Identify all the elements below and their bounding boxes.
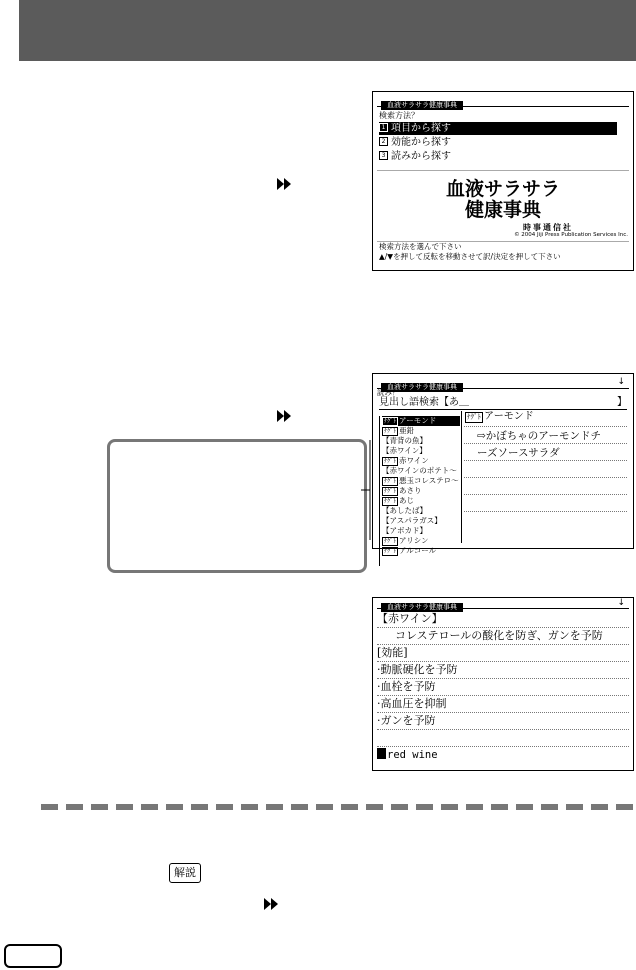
forward-arrow-icon bbox=[264, 898, 280, 910]
list-item[interactable] bbox=[382, 516, 460, 526]
copyright: © 2004 Jiji Press Publication Services Inc. bbox=[514, 232, 628, 238]
dash-segment bbox=[391, 804, 408, 810]
list-item[interactable] bbox=[382, 426, 460, 436]
dash-segment bbox=[466, 804, 483, 810]
ruled-line bbox=[464, 477, 627, 478]
entry-section: [効能] bbox=[377, 646, 408, 659]
dash-segment bbox=[291, 804, 308, 810]
header-bar bbox=[19, 0, 636, 61]
list-item[interactable] bbox=[382, 546, 460, 556]
hint-line-2: ▲/▼を押して反転を移動させて訳/決定を押して下さい bbox=[379, 252, 561, 261]
list-tag: ﾅｸﾞﾄ bbox=[384, 458, 397, 465]
list-label: あさり bbox=[399, 486, 422, 495]
dash-segment bbox=[366, 804, 383, 810]
screen-reading-search bbox=[372, 373, 634, 555]
forward-arrow-icon bbox=[277, 178, 293, 190]
list-item[interactable] bbox=[382, 446, 460, 456]
scroll-down-icon: ↓ bbox=[617, 377, 625, 387]
list-tag: ﾅｸﾞﾄ bbox=[384, 538, 397, 545]
dash-segment bbox=[241, 804, 258, 810]
menu-key-box: 3 bbox=[379, 151, 388, 160]
dictionary-title-tab: 血液サラサラ健康事典 bbox=[381, 603, 463, 612]
entry-effect: ·動脈硬化を予防 bbox=[377, 663, 458, 676]
dictionary-title-tab: 血液サラサラ健康事典 bbox=[381, 101, 463, 110]
list-item[interactable] bbox=[382, 536, 460, 546]
preview-title bbox=[465, 410, 534, 424]
list-item[interactable] bbox=[382, 486, 460, 496]
dash-segment bbox=[416, 804, 433, 810]
entry-effect: ·血栓を予防 bbox=[377, 680, 436, 693]
ruled-line bbox=[377, 678, 629, 679]
ruled-line bbox=[377, 695, 629, 696]
dash-segment bbox=[166, 804, 183, 810]
headword-list[interactable] bbox=[379, 416, 460, 566]
list-item[interactable] bbox=[382, 436, 460, 446]
menu-item-by-reading[interactable] bbox=[379, 150, 617, 163]
list-label: 【あしたば】 bbox=[382, 506, 427, 515]
menu-item-label: 項目から探す bbox=[391, 123, 451, 134]
ruled-line bbox=[377, 746, 629, 747]
list-label: 悪玉コレステロ〜 bbox=[399, 476, 459, 485]
dash-segment bbox=[191, 804, 208, 810]
list-label: アルコール bbox=[399, 546, 437, 555]
search-input-label: 見出し語検索【あ＿ bbox=[379, 397, 469, 408]
list-label: 赤ワイン bbox=[399, 456, 429, 465]
dash-segment bbox=[66, 804, 83, 810]
search-prompt: 検索方法？ bbox=[379, 111, 419, 120]
publisher: 時事通信社 bbox=[523, 223, 573, 232]
list-label: 【赤ワイン】 bbox=[382, 446, 427, 455]
list-label: 【アスパラガス】 bbox=[382, 516, 442, 525]
ruled-line bbox=[464, 494, 627, 495]
menu-item-by-effect[interactable] bbox=[379, 136, 617, 149]
kaisetsu-key: 解説 bbox=[169, 863, 201, 883]
dash-segment bbox=[116, 804, 133, 810]
dash-segment bbox=[266, 804, 283, 810]
bullet-square-icon bbox=[377, 748, 386, 759]
dictionary-title-tab: 血液サラサラ健康事典 bbox=[381, 383, 463, 392]
preview-line-1: ⇨かぼちゃのアーモンドチ bbox=[477, 430, 601, 442]
preview-tag: ﾅｸﾞﾄ bbox=[467, 413, 481, 421]
ruled-line bbox=[377, 644, 629, 645]
menu-item-label: 効能から探す bbox=[391, 137, 451, 148]
list-label: アリシン bbox=[399, 536, 429, 545]
list-tag: ﾅｸﾞﾄ bbox=[384, 498, 397, 505]
dash-segment bbox=[141, 804, 158, 810]
list-tag: ﾅｸﾞﾄ bbox=[384, 418, 397, 425]
list-tag: ﾅｸﾞﾄ bbox=[384, 548, 397, 555]
dash-segment bbox=[316, 804, 333, 810]
list-tag: ﾅｸﾞﾄ bbox=[384, 428, 397, 435]
forward-arrow-icon bbox=[277, 410, 293, 422]
list-label: 【アボカド】 bbox=[382, 526, 427, 535]
note-badge bbox=[4, 944, 62, 968]
list-item[interactable] bbox=[382, 416, 460, 426]
entry-headword: 【赤ワイン】 bbox=[377, 612, 443, 625]
ruled-line bbox=[464, 460, 627, 461]
dash-segment bbox=[91, 804, 108, 810]
dash-segment bbox=[41, 804, 58, 810]
list-tag: ﾅｸﾞﾄ bbox=[384, 478, 397, 485]
menu-key-box: 2 bbox=[379, 137, 388, 146]
list-label: あじ bbox=[399, 496, 415, 505]
logo-line-2: 健康事典 bbox=[464, 199, 541, 221]
screen-entry-detail bbox=[372, 597, 634, 771]
divider bbox=[377, 170, 629, 171]
entry-summary: コレステロールの酸化を防ぎ、ガンを予防 bbox=[395, 629, 603, 642]
list-item[interactable] bbox=[382, 526, 460, 536]
preview-line-2: ーズソースサラダ bbox=[477, 447, 560, 459]
entry-effect: ·高血圧を抑制 bbox=[377, 697, 447, 710]
dash-segment bbox=[566, 804, 583, 810]
logo-line-1: 血液サラサラ bbox=[445, 178, 560, 200]
list-label: アーモンド bbox=[399, 416, 437, 425]
ruled-line bbox=[377, 729, 629, 730]
hint-line-1: 検索方法を選んで下さい bbox=[379, 242, 462, 251]
search-input[interactable] bbox=[379, 396, 469, 409]
callout-box bbox=[107, 439, 367, 573]
reading-prompt: 読み？ bbox=[377, 388, 400, 397]
dash-segment bbox=[441, 804, 458, 810]
dash-segment bbox=[616, 804, 633, 810]
menu-key-box: 1 bbox=[379, 123, 388, 132]
menu-item-label: 読みから探す bbox=[391, 151, 451, 162]
dash-segment bbox=[491, 804, 508, 810]
dash-segment bbox=[591, 804, 608, 810]
dash-segment bbox=[341, 804, 358, 810]
pane-divider bbox=[461, 411, 462, 543]
search-input-close: 】 bbox=[617, 397, 627, 408]
entry-english bbox=[377, 747, 438, 763]
list-label: 亜鉛 bbox=[399, 426, 415, 435]
list-item[interactable] bbox=[382, 496, 460, 506]
list-label: 【青背の魚】 bbox=[382, 436, 427, 445]
list-label: 【赤ワインのポテト〜 bbox=[382, 466, 457, 475]
dashed-separator bbox=[41, 804, 635, 810]
preview-title-text: アーモンド bbox=[484, 411, 534, 422]
scroll-down-icon: ↓ bbox=[617, 598, 625, 608]
ruled-line bbox=[464, 426, 627, 427]
dash-segment bbox=[516, 804, 533, 810]
ruled-line bbox=[377, 627, 629, 628]
ruled-line bbox=[464, 511, 627, 512]
list-item[interactable] bbox=[382, 506, 460, 516]
ruled-line bbox=[377, 712, 629, 713]
menu-item-by-item[interactable] bbox=[379, 122, 617, 135]
list-item[interactable] bbox=[382, 456, 460, 466]
entry-english-text: red wine bbox=[387, 749, 438, 761]
entry-effect: ·ガンを予防 bbox=[377, 714, 436, 727]
dash-segment bbox=[541, 804, 558, 810]
screen-search-method bbox=[372, 91, 634, 271]
ruled-line bbox=[464, 443, 627, 444]
ruled-line bbox=[377, 661, 629, 662]
list-item[interactable] bbox=[382, 476, 460, 486]
dash-segment bbox=[216, 804, 233, 810]
list-item[interactable] bbox=[382, 466, 460, 476]
list-tag: ﾅｸﾞﾄ bbox=[384, 488, 397, 495]
